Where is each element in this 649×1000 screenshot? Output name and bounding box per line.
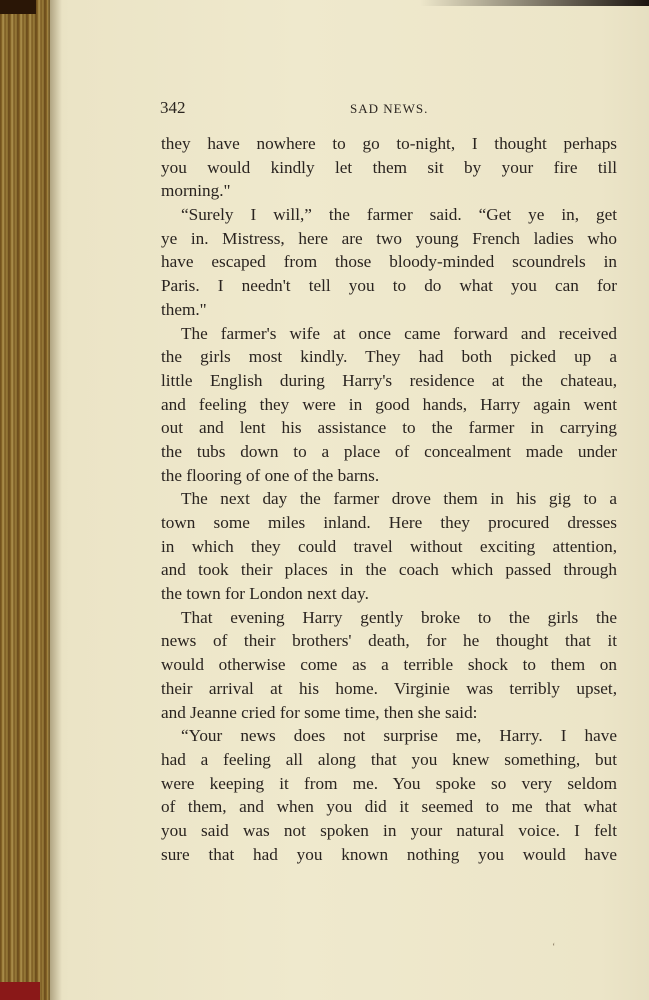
running-title: SAD NEWS. <box>350 101 429 116</box>
spine-shadow-top <box>0 0 36 14</box>
text-line: and feeling they were in good hands, Harry again went <box>161 394 617 414</box>
text-line: them." <box>161 299 207 319</box>
text-line: and Jeanne cried for some time, then she said: <box>161 702 478 722</box>
text-line: had a feeling all along that you knew something, but <box>161 749 617 769</box>
page-number: 342 <box>160 98 186 117</box>
text-line: have escaped from those bloody-minded scoundrels in <box>161 252 617 272</box>
text-line: town some miles inland. Here they procured dresses <box>161 513 617 532</box>
text-line: their arrival at his home. Virginie was terribly upset, <box>161 678 617 698</box>
text-line: would otherwise come as a terrible shock to them on <box>161 655 617 675</box>
page-header <box>160 98 618 122</box>
top-edge-shadow <box>420 0 649 6</box>
text-line: “Your news does not surprise me, Harry. I have <box>181 726 617 746</box>
text-line: news of their brothers' death, for he thought that it <box>161 631 617 651</box>
text-line: “Surely I will,” the farmer said. “Get ye in, get <box>181 205 617 225</box>
text-line: The next day the farmer drove them in his gig to a <box>181 489 617 509</box>
text-line: sure that had you known nothing you would have <box>161 844 617 864</box>
spine-cover-bottom <box>0 982 40 1000</box>
body-text <box>161 132 617 866</box>
text-line: the flooring of one of the barns. <box>161 465 380 485</box>
text-line: ye in. Mistress, here are two young French ladies who <box>161 228 617 248</box>
book-spine-edge <box>0 0 50 1000</box>
text-line: in which they could travel without exciting attention, <box>161 536 617 556</box>
text-line: and took their places in the coach which passed through <box>161 560 617 580</box>
text-line: out and lent his assistance to the farmer in carrying <box>161 418 617 438</box>
text-line: the girls most kindly. They had both picked up a <box>161 347 617 367</box>
text-line: you would kindly let them sit by your fire till <box>161 157 617 177</box>
text-line: The farmer's wife at once came forward and received <box>181 323 617 343</box>
text-line: Paris. I needn't tell you to do what you can for <box>161 276 617 296</box>
text-line: morning." <box>161 181 231 201</box>
text-line: you said was not spoken in your natural voice. I felt <box>161 820 617 840</box>
text-line: they have nowhere to go to-night, I thought perhaps <box>161 134 617 153</box>
gutter-shadow <box>48 0 62 1000</box>
text-line: of them, and when you did it seemed to me that what <box>161 797 617 817</box>
page-speck: ‘ <box>552 942 556 953</box>
text-line: the tubs down to a place of concealment made under <box>161 441 617 461</box>
text-line: That evening Harry gently broke to the girls the <box>181 607 617 627</box>
text-line: little English during Harry's residence at the chateau, <box>161 370 617 390</box>
text-line: were keeping it from me. You spoke so very seldom <box>161 773 617 793</box>
text-line: the town for London next day. <box>161 584 369 604</box>
